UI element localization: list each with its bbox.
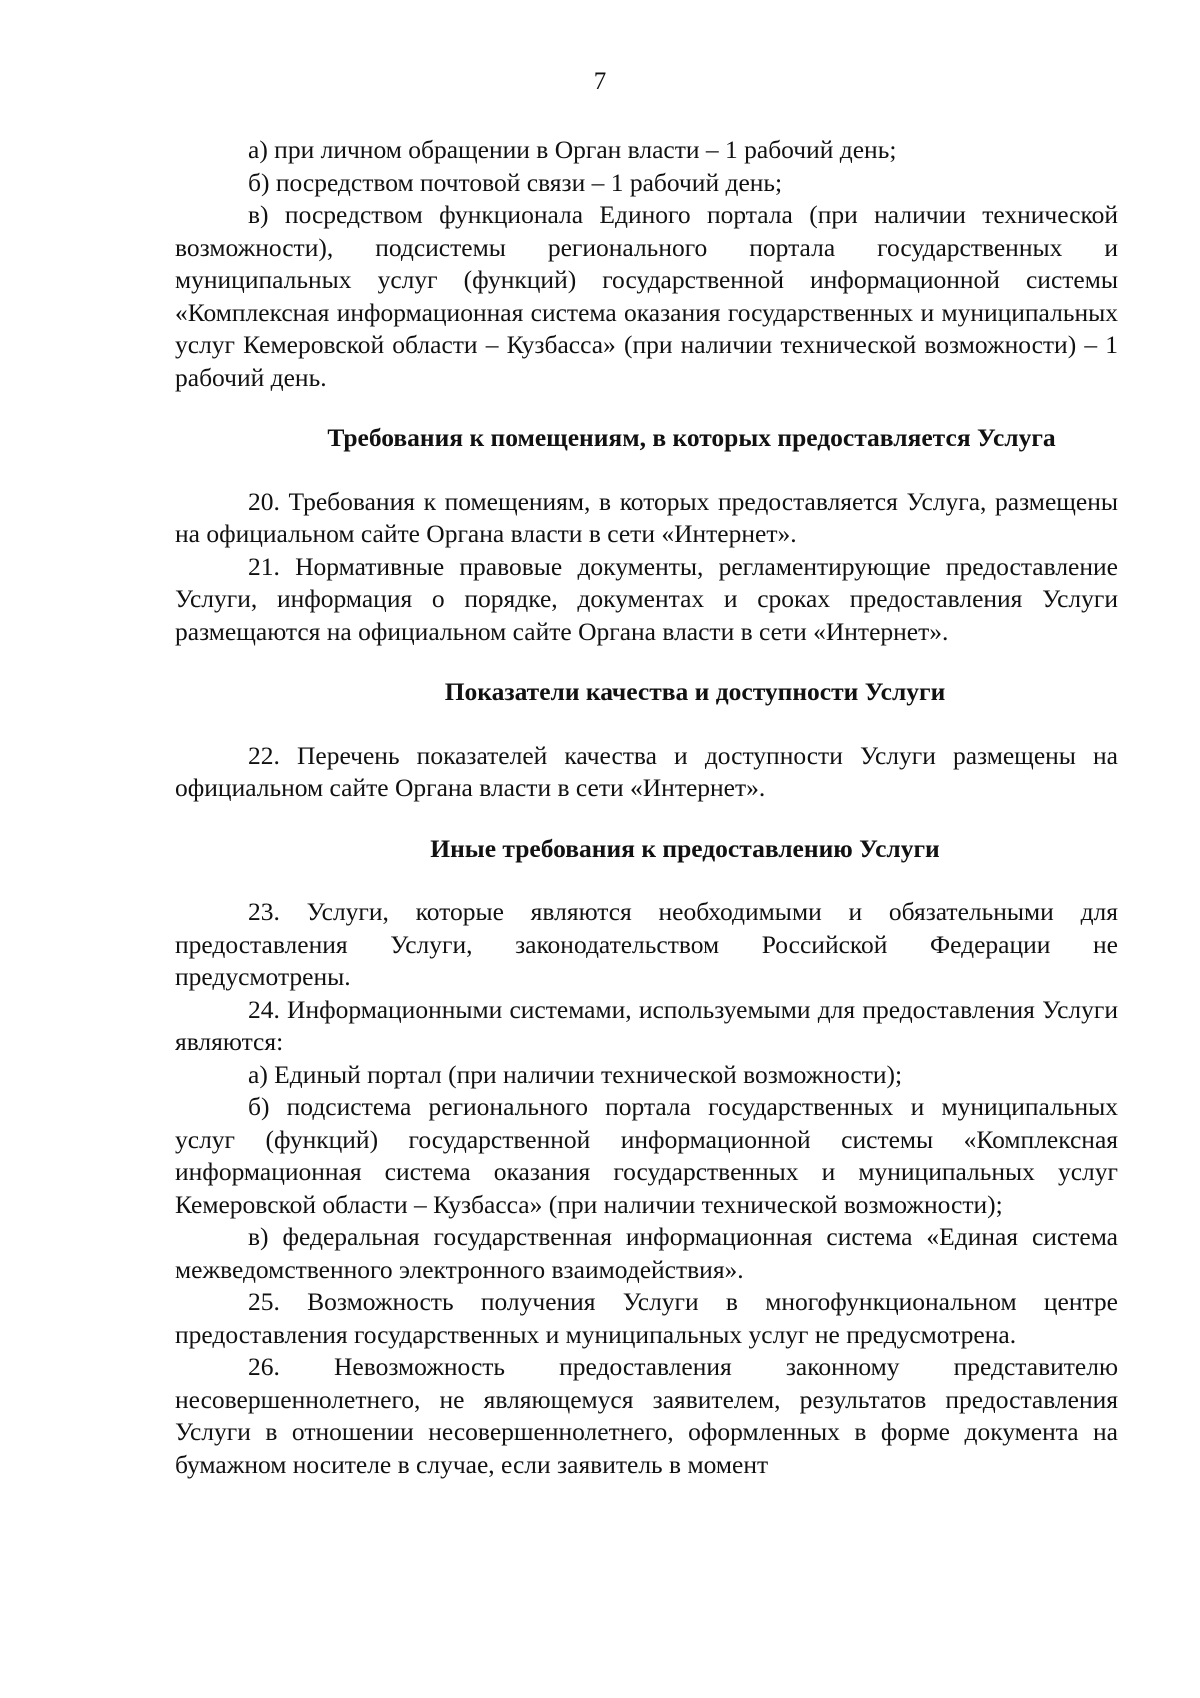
section-heading-quality: Показатели качества и доступности Услуги (444, 677, 946, 706)
section-heading-other-requirements: Иные требования к предоставлению Услуги (430, 833, 940, 863)
paragraph-v-portal: в) посредством функционала Единого портала (при наличии технической возможности), подсистемы регионального портала государственных и муниципальных услуг (функций) государственной информационной системы «Комплексная информационная система оказания государственных и муниципальных услуг Кемеровской области – Кузбасса» (при наличии технической возможности) – 1 рабочий день. (175, 200, 1118, 392)
paragraph-23: 23. Услуги, которые являются необходимыми и обязательными для предоставления Услуги, законодательством Российской Федерации не предусмотрены. (175, 897, 1118, 991)
paragraph-24-b: б) подсистема регионального портала государственных и муниципальных услуг (функций) государственной информационной системы «Комплексная информационная система оказания государственных и муниципальных услуг Кемеровской области – Кузбасса» (при наличии технической возможности); (175, 1092, 1118, 1219)
paragraph-24: 24. Информационными системами, используемыми для предоставления Услуги являются: (175, 994, 1118, 1056)
paragraph-24-v: в) федеральная государственная информационная система «Единая система межведомственного электронного взаимодействия». (175, 1222, 1118, 1284)
paragraph-25: 25. Возможность получения Услуги в многофункциональном центре предоставления государственных и муниципальных услуг не предусмотрена. (175, 1287, 1118, 1349)
page-number: 7 (593, 68, 607, 95)
paragraph-24-a: а) Единый портал (при наличии технической возможности); (248, 1059, 903, 1089)
paragraph-b-post: б) посредством почтовой связи – 1 рабочий день; (248, 167, 783, 197)
paragraph-22: 22. Перечень показателей качества и доступности Услуги размещены на официальном сайте Органа власти в сети «Интернет». (175, 740, 1118, 802)
paragraph-a-personal: а) при личном обращении в Орган власти – 1 рабочий день; (248, 135, 897, 164)
paragraph-20: 20. Требования к помещениям, в которых предоставляется Услуга, размещены на официальном сайте Органа власти в сети «Интернет». (175, 486, 1118, 548)
paragraph-21: 21. Нормативные правовые документы, регламентирующие предоставление Услуги, информация о порядке, документах и сроках предоставления Услуги размещаются на официальном сайте Органа власти в сети «Интернет». (175, 551, 1118, 646)
paragraph-26: 26. Невозможность предоставления законному представителю несовершеннолетнего, не являющемуся заявителем, результатов предоставления Услуги в отношении несовершеннолетнего, оформленных в форме документа на бумажном носителе в случае, если заявитель в момент (175, 1352, 1118, 1479)
section-heading-premises: Требования к помещениям, в которых предоставляется Услуга (327, 423, 1056, 452)
document-body (175, 134, 1118, 1481)
